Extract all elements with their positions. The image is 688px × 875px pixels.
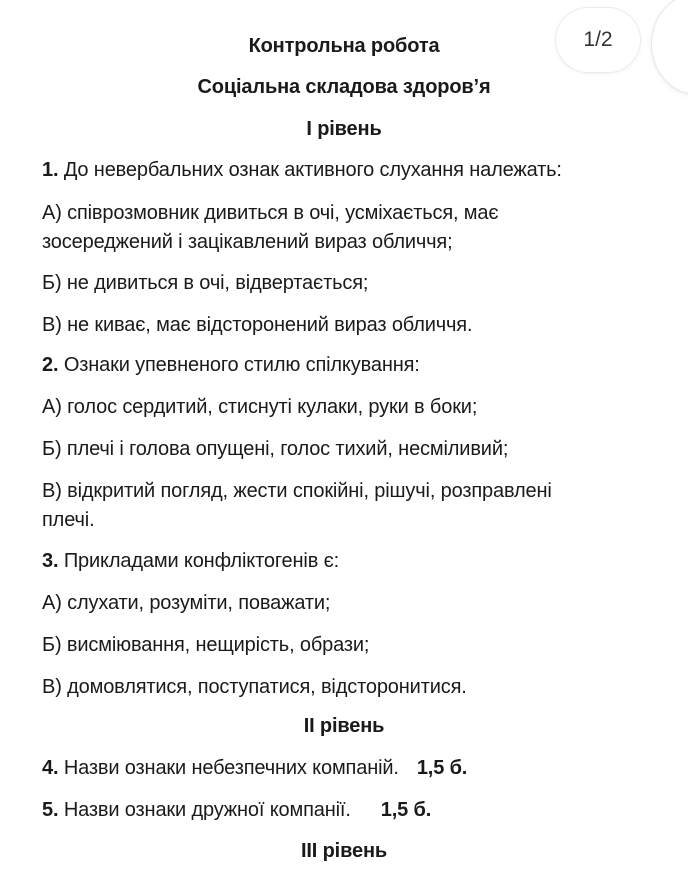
question-number: 2.: [42, 354, 59, 376]
answer-option: В) не киває, має відсторонений вираз обличчя.: [42, 314, 473, 336]
question-text: Прикладами конфліктогенів є:: [63, 550, 340, 572]
question-1: [42, 155, 562, 185]
question-text: Назви ознаки дружної компанії.: [63, 799, 351, 821]
question-text: До невербальних ознак активного слухання належать:: [63, 159, 562, 181]
question-5: [42, 795, 431, 825]
answer-option: Б) не дивиться в очі, відвертається;: [42, 272, 369, 294]
answer-option: А) співрозмовник дивиться в очі, усміхається, має: [42, 202, 499, 224]
question-3: [42, 546, 339, 576]
question-number: 5.: [42, 799, 59, 821]
question-text: Назви ознаки небезпечних компаній.: [63, 757, 399, 779]
question-number: 4.: [42, 757, 59, 779]
document-subtitle: Соціальна складова здоров’я: [197, 76, 491, 98]
question-number: 3.: [42, 550, 59, 572]
question-text: Ознаки упевненого стилю спілкування:: [63, 354, 420, 376]
level-2-heading: ІІ рівень: [303, 715, 385, 737]
answer-option: Б) висміювання, нещирість, образи;: [42, 634, 370, 656]
answer-option: В) домовлятися, поступатися, відсторонитися.: [42, 676, 467, 698]
answer-option: Б) плечі і голова опущені, голос тихий, несміливий;: [42, 438, 509, 460]
answer-option: А) голос сердитий, стиснуті кулаки, руки в боки;: [42, 396, 478, 418]
question-4: [42, 753, 467, 783]
answer-option: В) відкритий погляд, жести спокійні, рішучі, розправлені: [42, 480, 552, 502]
level-1-heading: І рівень: [306, 118, 382, 140]
question-2: [42, 350, 420, 380]
level-3-heading: ІІІ рівень: [300, 840, 388, 862]
answer-option-continued: плечі.: [42, 509, 95, 531]
answer-option: А) слухати, розуміти, поважати;: [42, 592, 331, 614]
answer-option-continued: зосереджений і зацікавлений вираз обличчя;: [42, 231, 453, 253]
points-label: 1,5 б.: [416, 757, 468, 779]
document-title: Контрольна робота: [248, 35, 440, 57]
points-label: 1,5 б.: [380, 799, 432, 821]
page-indicator[interactable]: 1/2: [556, 8, 640, 72]
question-number: 1.: [42, 159, 59, 181]
